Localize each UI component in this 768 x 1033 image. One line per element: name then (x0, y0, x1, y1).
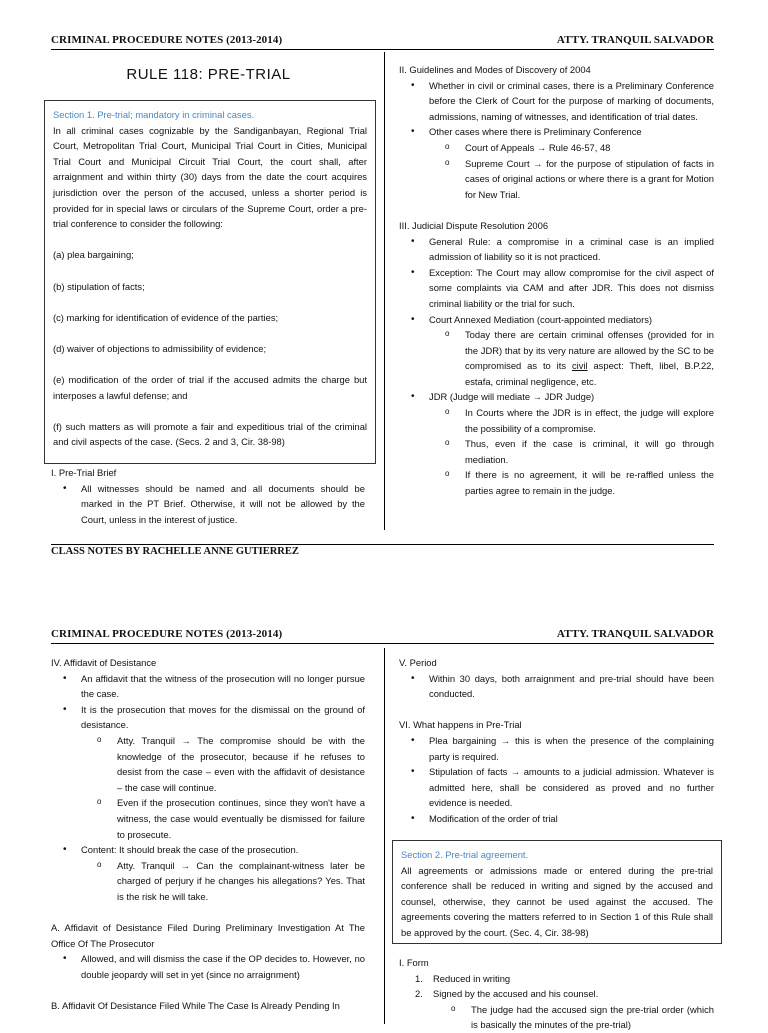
list-item: o Even if the prosecution continues, since they won't have a witness, the case would eventually be dismissed for failure to prosecute. (81, 795, 365, 842)
list-item: • Other cases where there is Preliminary Conference (399, 124, 714, 140)
list-text: Today there are certain criminal offenses (provided for in the JDR) that by its very nature are allowed by the SC to be compromised as to its (465, 329, 714, 372)
underlined-word: civil (571, 360, 588, 372)
section-2-body: All agreements or admissions made or entered during the pre-trial conference shall be reduced in writing and signed by the accused and counsel, otherwise, they cannot be used against the accused. The agreements covering the matters referred to in Section 1 of this Rule shall be approved by the court. (Sec. 4, Cir. 38-98) (401, 864, 713, 938)
section-1-intro: In all criminal cases cognizable by the Sandiganbayan, Regional Trial Court, Metropolitan Trial Court, Municipal Trial Court in Cities, Municipal Trial Court and Municipal Circuit Trial Court, the court shall, after arraignment and within thirty (30) days from the date the court acquires jurisdiction over the person of the accused, unless a shorter period is provided for in special laws or circulars of the Supreme Court, order a pre-trial conference to consider the following: (53, 124, 367, 230)
list-item: • Court Annexed Mediation (court-appointed mediators) (399, 312, 714, 328)
section-1-item-a: (a) plea bargaining; (53, 249, 134, 261)
jdr-heading: III. Judicial Dispute Resolution 2006 (399, 219, 549, 231)
list-text: aspect: Theft, libel, B.P.22, estafa, criminal negligence, etc. (465, 360, 714, 387)
column-divider (384, 648, 385, 1024)
list-item: • Within 30 days, both arraignment and pre-trial should have been conducted. (399, 671, 714, 702)
section-1-item-f: (f) such matters as will promote a fair and expeditious trial of the criminal and civil aspects of the case. (Secs. 2 and 3, Cir. 38-98) (53, 420, 367, 448)
list-text: Reduced in writing (433, 972, 511, 984)
header-course-title: CRIMINAL PROCEDURE NOTES (2013-2014) (51, 628, 283, 640)
header-instructor: ATTY. TRANQUIL SALVADOR (556, 628, 714, 640)
list-item: • JDR (Judge will mediate → JDR Judge) (399, 389, 714, 405)
header-rule (51, 643, 714, 644)
list-item: • Whether in civil or criminal cases, there is a Preliminary Conference before the Clerk of Court for the purpose of marking of documents, admissions, naming of witnesses, and identification of trial dates. (399, 78, 714, 125)
list-item: • All witnesses should be named and all documents should be marked in the PT Brief. Otherwise, it will not be allowed by the Court, unless in the interest of justice. (51, 481, 365, 528)
section-1-item-b: (b) stipulation of facts; (53, 280, 145, 292)
section-b-heading: B. Affidavit Of Desistance Filed While The Case Is Already Pending In (51, 1000, 340, 1012)
list-item: o Atty. Tranquil → Can the complainant-witness later be charged of perjury if he changes his allegations? Yes. That is the risk he will take. (81, 858, 365, 905)
guidelines-heading: II. Guidelines and Modes of Discovery of 2004 (399, 64, 591, 75)
list-item: o In Courts where the JDR is in effect, the judge will explore the possibility of a compromise. (429, 405, 714, 436)
list-item: o If there is no agreement, it will be re-raffled unless the parties agree to remain in the judge. (429, 467, 714, 498)
list-item: o Supreme Court → for the purpose of stipulation of facts in cases of original actions or where there is a grant for Motion for New Trial. (429, 156, 714, 203)
list-item: • Exception: The Court may allow compromise for the civil aspect of some complaints via CAM and after JDR. This does not dismiss criminal liability or the trial for such. (399, 265, 714, 312)
list-text: Signed by the accused and his counsel. (433, 988, 599, 1000)
form-heading: I. Form (399, 957, 429, 968)
section-1-item-d: (d) waiver of objections to admissibility of evidence; (53, 342, 267, 354)
list-item: o The judge had the accused sign the pre-trial order (which is basically the minutes of the pre-trial) (435, 1002, 714, 1033)
list-item: 1. Reduced in writing (415, 972, 511, 984)
list-item: • Allowed, and will dismiss the case if the OP decides to. However, no double jeopardy will set in yet (since no arraignment) (51, 951, 365, 982)
section-a-heading: A. Affidavit of Desistance Filed During Preliminary Investigation At The Office Of The Prosecutor (51, 922, 365, 949)
header-course-title: CRIMINAL PROCEDURE NOTES (2013-2014) (51, 34, 283, 46)
left-column-page-2 (51, 655, 365, 1014)
section-2-title: Section 2. Pre-trial agreement. (401, 849, 529, 860)
rule-title: RULE 118: PRE-TRIAL (126, 66, 291, 83)
list-item: • It is the prosecution that moves for the dismissal on the ground of desistance. (51, 702, 365, 733)
list-item: o Court of Appeals → Rule 46-57, 48 (429, 140, 714, 156)
list-item: o Atty. Tranquil → The compromise should be with the knowledge of the prosecutor, because if he refuses to desist from the case – even with the affidavit of desistance – the case will continue. (81, 733, 365, 795)
list-item: • An affidavit that the witness of the prosecution will no longer pursue the case. (51, 671, 365, 702)
section-1-title: Section 1. Pre-trial; mandatory in criminal cases. (53, 109, 255, 120)
section-2-box (392, 840, 722, 944)
header-instructor: ATTY. TRANQUIL SALVADOR (556, 34, 714, 46)
desistance-heading: IV. Affidavit of Desistance (51, 657, 157, 668)
list-item: 2. Signed by the accused and his counsel. (415, 988, 599, 1000)
pretrial-happens-heading: VI. What happens in Pre-Trial (399, 719, 522, 731)
list-item: o Thus, even if the case is criminal, it will go through mediation. (429, 436, 714, 467)
list-item: • Plea bargaining → this is when the presence of the complaining party is required. (399, 733, 714, 764)
list-item: • General Rule: a compromise in a criminal case is an implied admission of liability so it is not practiced. (399, 234, 714, 265)
pretrial-brief-heading: I. Pre-Trial Brief (51, 467, 117, 478)
page-footer: CLASS NOTES BY RACHELLE ANNE GUTIERREZ (51, 546, 299, 557)
list-item: • Modification of the order of trial (399, 811, 714, 827)
section-1-item-c: (c) marking for identification of evidence of the parties; (53, 311, 279, 323)
form-section (399, 955, 714, 1033)
period-heading: V. Period (399, 657, 437, 668)
section-1-item-e: (e) modification of the order of trial if the accused admits the charge but interposes a lawful defense; and (53, 374, 367, 401)
right-column-page-2 (399, 655, 714, 827)
list-item: • Stipulation of facts → amounts to a judicial admission. Whatever is admitted here, shall be considered as proved and no further evidence is needed. (399, 764, 714, 811)
list-item: • Content: It should break the case of the prosecution. (51, 842, 365, 858)
